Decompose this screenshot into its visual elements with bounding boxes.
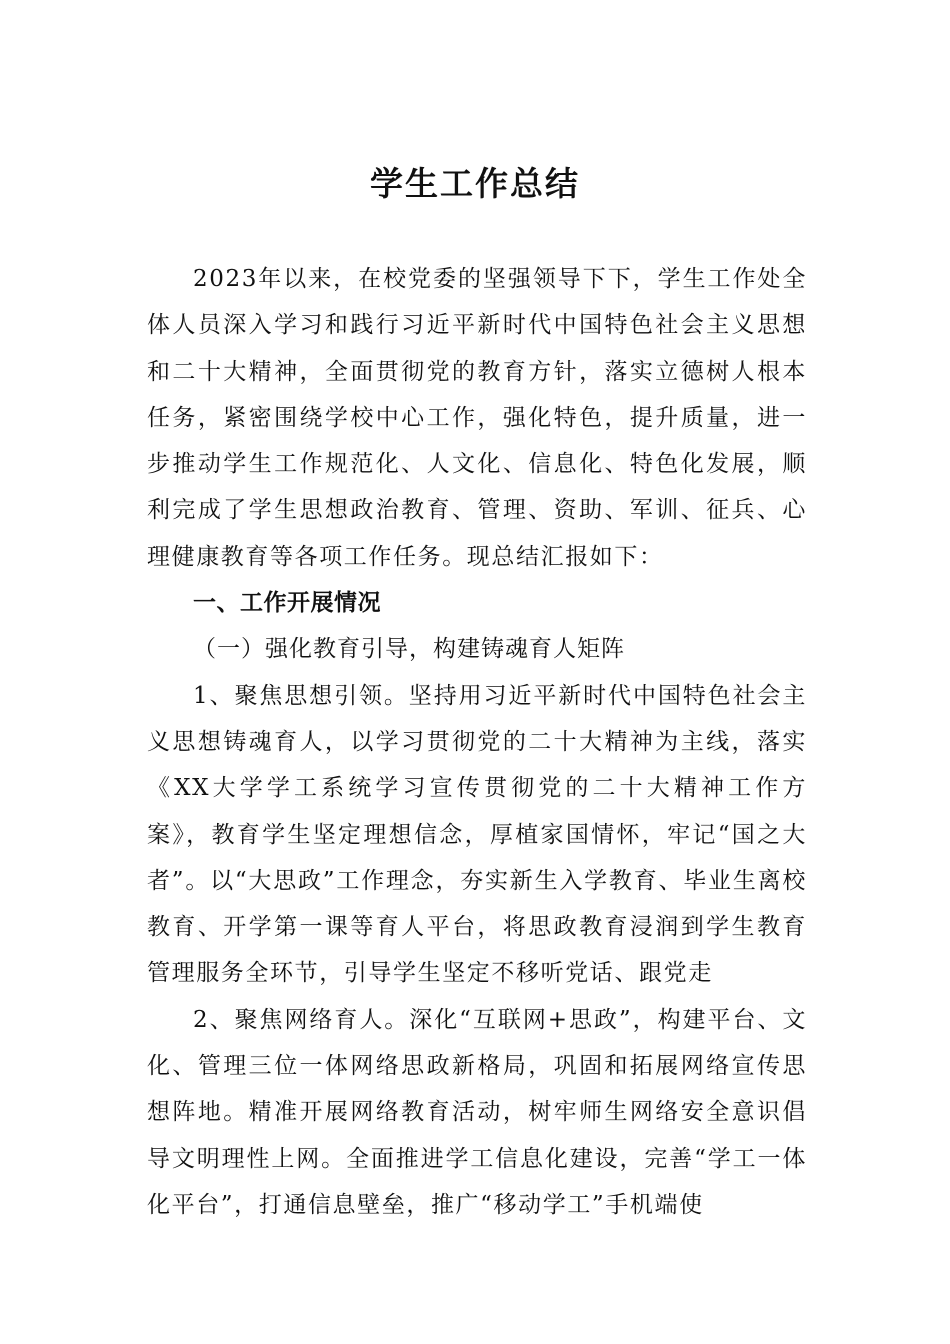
document-title: 学生工作总结 [370,164,580,203]
subsection-heading: （一）强化教育引导，构建铸魂育人矩阵 [193,636,625,663]
intro-paragraph: 2023年以来，在校党委的坚强领导下下，学生工作处全体人员深入学习和践行习近平新时代中国特色社会主义思想和二十大精神，全面贯彻党的教育方针，落实立德树人根本任务，紧密围绕学校中心工作，强化特色，提升质量，进一步推动学生工作规范化、人文化、信息化、特色化发展，顺利完成了学生思想政治教育、管理、资助、军训、征兵、心理健康教育等各项工作任务。现总结汇报如下： [147,266,807,570]
paragraph-ideological-guidance: 1、聚焦思想引领。坚持用习近平新时代中国特色社会主义思想铸魂育人，以学习贯彻党的二十大精神为主线，落实《XX大学学工系统学习宣传贯彻党的二十大精神工作方案》，教育学生坚定理想信念，厚植家国情怀，牢记“国之大者”。以“大思政”工作理念，夯实新生入学教育、毕业生离校教育、开学第一课等育人平台，将思政教育浸润到学生教育管理服务全环节，引导学生坚定不移听党话、跟党走 [147,682,807,987]
document-body [147,256,807,1228]
paragraph-online-education: 2、聚焦网络育人。深化“互联网+思政”，构建平台、文化、管理三位一体网络思政新格局，巩固和拓展网络宣传思想阵地。精准开展网络教育活动，树牢师生网络安全意识倡导文明理性上网。全面推进学工信息化建设，完善“学工一体化平台”，打通信息壁垒，推广“移动学工”手机端使 [147,1006,807,1218]
section-heading: 一、工作开展情况 [193,590,381,617]
